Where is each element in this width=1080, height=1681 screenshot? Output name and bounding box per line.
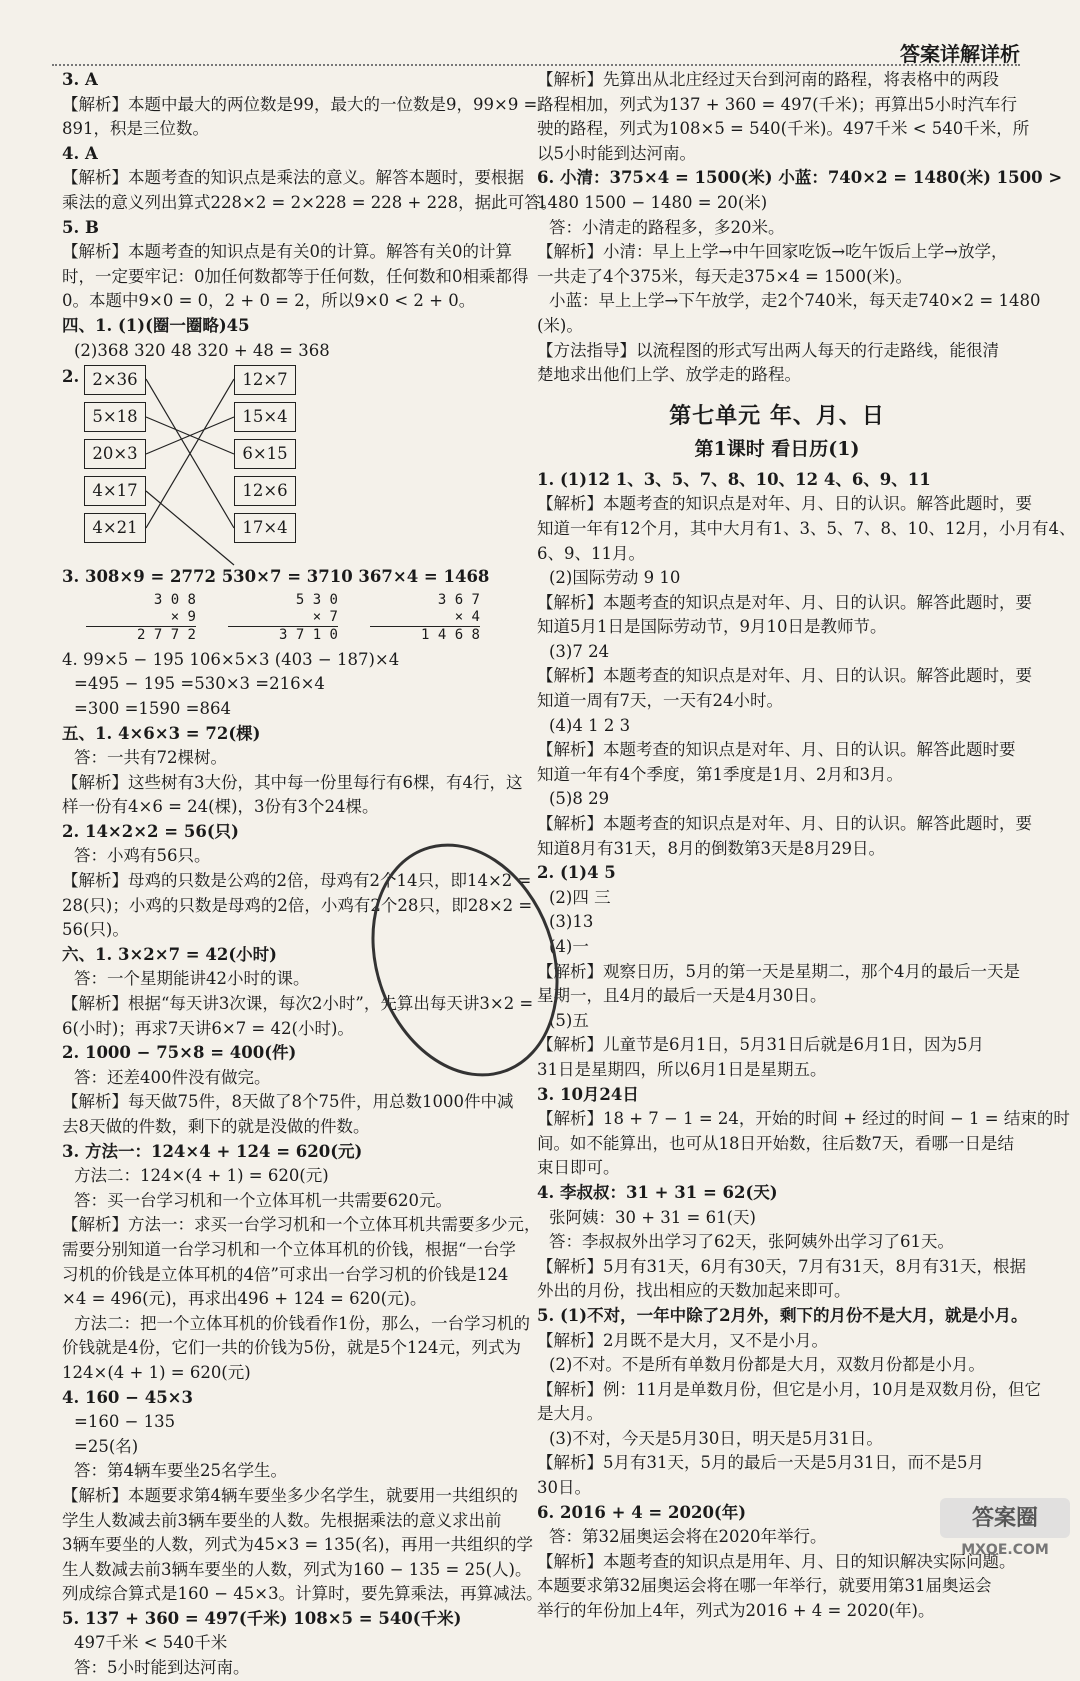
text-line: =25(名) — [74, 1436, 139, 1456]
text-line: (2)四 三 — [549, 887, 611, 907]
matching-exercise — [62, 365, 524, 561]
text-line: 3辆车要坐的人数，列式为45×3 = 135(名)，再用一共组织的学 — [62, 1535, 533, 1555]
text-line: 【解析】儿童节是6月1日，5月31日后就是6月1日，因为5月 — [537, 1035, 984, 1055]
text-line: 列成综合算式是160 − 45×3。计算时，要先算乘法，再算减法。 — [62, 1584, 543, 1604]
text-line: 知道一年有4个季度，第1季度是1月、2月和3月。 — [537, 764, 903, 784]
svg-text:MXQE.COM: MXQE.COM — [961, 1542, 1049, 1558]
text-line: 知道5月1日是国际劳动节，9月10日是教师节。 — [537, 617, 887, 637]
text-line: 31日是星期四，所以6月1日是星期五。 — [537, 1059, 827, 1079]
calc-multiplier: × 9 — [86, 609, 196, 627]
text-line: (3)13 — [549, 912, 594, 932]
text-line: (米)。 — [537, 315, 583, 335]
text-line: 【解析】本题考查的知识点是用年、月、日的知识解决实际问题。 — [537, 1551, 1016, 1571]
text-line: 2. 14×2×2 = 56(只) — [62, 821, 239, 841]
text-line: 知道一周有7天，一天有24小时。 — [537, 691, 783, 711]
text-line: 样一份有4×6 = 24(棵)，3份有3个24棵。 — [62, 797, 379, 817]
match-right-box: 12×7 — [234, 365, 296, 395]
text-line: =300 =1590 =864 — [74, 698, 231, 718]
text-line: (4)一 — [549, 937, 589, 956]
text-line: 3. A — [62, 70, 98, 89]
calc-top: 3 6 7 — [437, 591, 480, 608]
text-line: 28(只)；小鸡的只数是母鸡的2倍，小鸡有2个28只，即28×2 = — [62, 895, 533, 915]
page-header — [52, 36, 1020, 66]
text-line: 0。本题中9×0 = 0，2 + 0 = 2，所以9×0 < 2 + 0。 — [62, 291, 476, 311]
text-line: 1480 1500 − 1480 = 20(米) — [537, 192, 768, 212]
calc-multiplier: × 7 — [228, 609, 338, 627]
text-line: 知道8月有31天，8月的倒数第3天是8月29日。 — [537, 838, 885, 858]
text-line: 【解析】5月有31天，5月的最后一天是5月31日，而不是5月 — [537, 1453, 984, 1473]
text-line: 【解析】这些树有3大份，其中每一份里每行有6棵，有4行，这 — [62, 772, 523, 792]
text-line: (2)不对。不是所有单数月份都是大月，双数月份都是小月。 — [549, 1355, 985, 1375]
text-line: 以5小时能到达河南。 — [537, 143, 696, 163]
text-line: 答：第32届奥运会将在2020年举行。 — [549, 1527, 827, 1547]
text-line: 【解析】本题考查的知识点是对年、月、日的认识。解答此题时，要 — [537, 592, 1032, 612]
text-line: ×4 = 496(元)，再求出496 + 124 = 620(元)。 — [62, 1289, 427, 1309]
header-title: 答案详解详析 — [900, 42, 1020, 66]
text-line: 5. B — [62, 217, 99, 237]
text-line: 路程相加，列式为137 + 360 = 497(千米)；再算出5小时汽车行 — [537, 94, 1017, 114]
text-line: 张阿姨：30 + 31 = 61(天) — [549, 1207, 756, 1227]
match-left-box: 4×21 — [84, 513, 146, 543]
text-line: =495 − 195 =530×3 =216×4 — [74, 674, 325, 694]
calc-result: 2 7 7 2 — [136, 626, 196, 643]
match-left-box: 20×3 — [84, 439, 146, 469]
text-line: 六、1. 3×2×7 = 42(小时) — [62, 944, 277, 964]
left-lines-top — [62, 68, 558, 363]
calc-multiplier: × 4 — [370, 609, 480, 627]
text-line: 4. A — [62, 143, 98, 163]
text-line: 5. (1)不对，一年中除了2月外，剩下的月份不是大月，就是小月。 — [537, 1305, 1028, 1325]
text-line: 6(小时)；再求7天讲6×7 = 42(小时)。 — [62, 1018, 354, 1038]
text-line: 30日。 — [537, 1478, 591, 1498]
text-line: 去8天做的件数，剩下的就是没做的件数。 — [62, 1117, 370, 1136]
text-line: 小蓝：早上上学→下午放学，走2个740米，每天走740×2 = 1480 — [549, 291, 1041, 311]
text-line: (5)8 29 — [549, 789, 610, 809]
text-line: 一共走了4个375米，每天走375×4 = 1500(米)。 — [537, 266, 912, 286]
text-line: 【解析】先算出从北庄经过天台到河南的路程，将表格中的两段 — [537, 70, 999, 89]
text-line: 答：小鸡有56只。 — [74, 846, 211, 866]
text-line: 本题要求第32届奥运会将在哪一年举行，就要用第31届奥运会 — [537, 1576, 992, 1596]
text-line: (3)7 24 — [549, 641, 610, 661]
text-line: 891，积是三位数。 — [62, 119, 209, 139]
match-left-box: 4×17 — [84, 476, 146, 506]
text-line: 497千米 < 540千米 — [74, 1633, 228, 1653]
match-label: 2. — [62, 367, 80, 387]
text-line: 【解析】观察日历，5月的第一天是星期二，那个4月的最后一天是 — [537, 961, 1020, 981]
text-line: (2)国际劳动 9 10 — [549, 568, 681, 588]
text-line: 124×(4 + 1) = 620(元) — [62, 1362, 251, 1382]
text-line: 2. (1)4 5 — [537, 863, 616, 883]
calc-top: 3 0 8 — [153, 591, 196, 608]
text-line: 生人数减去前3辆车要坐的人数，列式为160 − 135 = 25(人)。 — [62, 1559, 532, 1579]
vertical-calc — [86, 592, 196, 644]
question-3-line: 3. 308×9 = 2772 530×7 = 3710 367×4 = 1468 — [62, 567, 490, 587]
text-line: 6. 2016 + 4 = 2020(年) — [537, 1502, 747, 1522]
right-lines-top — [537, 68, 1063, 388]
match-right-box: 15×4 — [234, 402, 296, 432]
match-right-box: 12×6 — [234, 476, 296, 506]
text-line: 4. 99×5 − 195 106×5×3 (403 − 187)×4 — [62, 649, 400, 669]
text-line: 答：一共有72棵树。 — [74, 748, 227, 768]
text-line: 3. 10月24日 — [537, 1084, 639, 1104]
text-line: 学生人数减去前3辆车要坐的人数。先根据乘法的意义求出前 — [62, 1510, 502, 1530]
text-line: 乘法的意义列出算式228×2 = 2×228 = 228 + 228，据此可答。 — [62, 192, 558, 212]
text-line: 五、1. 4×6×3 = 72(棵) — [62, 723, 261, 743]
text-line: (5)五 — [549, 1010, 589, 1030]
text-line: 6. 小清：375×4 = 1500(米) 小蓝：740×2 = 1480(米) 1500 > — [537, 168, 1063, 188]
svg-text:答案圈: 答案圈 — [971, 1506, 1039, 1531]
calc-result: 1 4 6 8 — [420, 626, 480, 643]
text-line: 【解析】方法一：求买一台学习机和一个立体耳机共需要多少元， — [62, 1215, 541, 1235]
text-line: 5. 137 + 360 = 497(千米) 108×5 = 540(千米) — [62, 1608, 462, 1628]
text-line: 【方法指导】以流程图的形式写出两人每天的行走路线，能很清 — [537, 340, 999, 360]
text-line: 【解析】母鸡的只数是公鸡的2倍，母鸡有2个14只，即14×2 = — [62, 871, 532, 891]
left-column — [62, 68, 558, 1681]
text-line: 【解析】2月既不是大月，又不是小月。 — [537, 1330, 828, 1350]
text-line: (4)4 1 2 3 — [549, 715, 631, 735]
text-line: 方法二：把一个立体耳机的价钱看作1份，那么，一台学习机的 — [74, 1313, 530, 1333]
match-left-box: 2×36 — [84, 365, 146, 395]
text-line: 1. (1)12 1、3、5、7、8、10、12 4、6、9、11 — [537, 469, 931, 489]
text-line: 是大月。 — [537, 1404, 603, 1424]
text-line: 举行的年份加上4年，列式为2016 + 4 = 2020(年)。 — [537, 1601, 935, 1621]
text-line: 3. 方法一：124×4 + 124 = 620(元) — [62, 1141, 363, 1161]
match-left-box: 5×18 — [84, 402, 146, 432]
vertical-calc — [370, 592, 480, 644]
text-line: 知道一年有12个月，其中大月有1、3、5、7、8、10、12月，小月有4、 — [537, 518, 1076, 538]
text-line: 【解析】例：11月是单数月份，但它是小月，10月是双数月份，但它 — [537, 1379, 1041, 1399]
text-line: 【解析】本题考查的知识点是乘法的意义。解答本题时，要根据 — [62, 168, 524, 188]
text-line: (3)不对，今天是5月30日，明天是5月31日。 — [549, 1428, 883, 1448]
text-line: 习机的价钱是立体耳机的4倍”可求出一台学习机的价钱是124 — [62, 1264, 509, 1284]
vertical-calculations — [62, 592, 524, 644]
watermark-logo — [920, 1488, 1080, 1560]
text-line: 四、1. (1)(圈一圈略)45 — [62, 315, 250, 335]
text-line: 方法二：124×(4 + 1) = 620(元) — [74, 1166, 329, 1186]
text-line: 答：买一台学习机和一个立体耳机一共需要620元。 — [74, 1190, 452, 1210]
text-line: 【解析】本题考查的知识点是有关0的计算。解答有关0的计算 — [62, 242, 512, 262]
text-line: 【解析】本题考查的知识点是对年、月、日的认识。解答此题时，要 — [537, 814, 1032, 834]
text-line: 【解析】本题考查的知识点是对年、月、日的认识。解答此题时要 — [537, 740, 1016, 760]
text-line: (2)368 320 48 320 + 48 = 368 — [74, 340, 330, 360]
calc-result: 3 7 1 0 — [278, 626, 338, 643]
text-line: 4. 160 − 45×3 — [62, 1387, 193, 1407]
text-line: 答：还差400件没有做完。 — [74, 1067, 271, 1087]
lesson-title: 第1课时 看日历(1) — [694, 437, 860, 460]
text-line: 【解析】5月有31天，6月有30天，7月有31天，8月有31天，根据 — [537, 1256, 1026, 1276]
text-line: 答：小清走的路程多，多20米。 — [549, 217, 785, 237]
calc-top: 5 3 0 — [295, 591, 338, 608]
text-line: 【解析】本题要求第4辆车要坐多少名学生，就要用一共组织的 — [62, 1485, 518, 1505]
text-line: 【解析】18 + 7 − 1 = 24，开始的时间 + 经过的时间 − 1 = 结束的时 — [537, 1109, 1070, 1129]
text-line: 答：5小时能到达河南。 — [74, 1658, 250, 1678]
text-line: 【解析】本题中最大的两位数是99，最大的一位数是9，99×9 = — [62, 94, 538, 114]
text-line: 需要分别知道一台学习机和一个立体耳机的价钱，根据“一台学 — [62, 1239, 516, 1259]
text-line: 答：李叔叔外出学习了62天，张阿姨外出学习了61天。 — [549, 1232, 954, 1252]
text-line: =160 − 135 — [74, 1412, 176, 1432]
text-line: 间。如不能算出，也可从18日开始数，往后数7天，看哪一日是结 — [537, 1133, 1014, 1153]
match-right-box: 17×4 — [234, 513, 296, 543]
text-line: 【解析】本题考查的知识点是对年、月、日的认识。解答此题时，要 — [537, 666, 1032, 686]
vertical-calc — [228, 592, 338, 644]
match-right-box: 6×15 — [234, 439, 296, 469]
right-lines-bottom — [537, 468, 1076, 1624]
text-line: 4. 李叔叔：31 + 31 = 62(天) — [537, 1182, 778, 1202]
text-line: 【解析】小清：早上上学→中午回家吃饭→吃午饭后上学→放学， — [537, 242, 1008, 262]
text-line: 56(只)。 — [62, 920, 129, 940]
text-line: 星期一，且4月的最后一天是4月30日。 — [537, 986, 827, 1006]
text-line: 时，一定要牢记：0加任何数都等于任何数，任何数和0相乘都得 — [62, 266, 529, 286]
text-line: 2. 1000 − 75×8 = 400(件) — [62, 1043, 297, 1063]
text-line: 答：一个星期能讲42小时的课。 — [74, 969, 310, 989]
text-line: 驶的路程，列式为108×5 = 540(千米)。497千米 < 540千米，所 — [537, 119, 1030, 139]
left-lines-bottom — [62, 648, 543, 1681]
text-line: 束日即可。 — [537, 1158, 620, 1178]
text-line: 答：第4辆车要坐25名学生。 — [74, 1461, 287, 1481]
right-column — [537, 68, 1076, 1624]
text-line: 6、9、11月。 — [537, 543, 645, 563]
text-line: 外出的月份，找出相应的天数加起来即可。 — [537, 1281, 851, 1301]
text-line: 价钱就是4份，它们一共的价钱为5份，就是5个124元，列式为 — [62, 1338, 521, 1358]
text-line: 【解析】本题考查的知识点是对年、月、日的认识。解答此题时，要 — [537, 494, 1032, 514]
text-line: 楚地求出他们上学、放学走的路程。 — [537, 365, 801, 385]
text-line: 【解析】每天做75件，8天做了8个75件，用总数1000件中减 — [62, 1092, 514, 1112]
text-line: 【解析】根据“每天讲3次课，每次2小时”，先算出每天讲3×2 = — [62, 994, 534, 1014]
unit-title: 第七单元 年、月、日 — [669, 402, 885, 429]
